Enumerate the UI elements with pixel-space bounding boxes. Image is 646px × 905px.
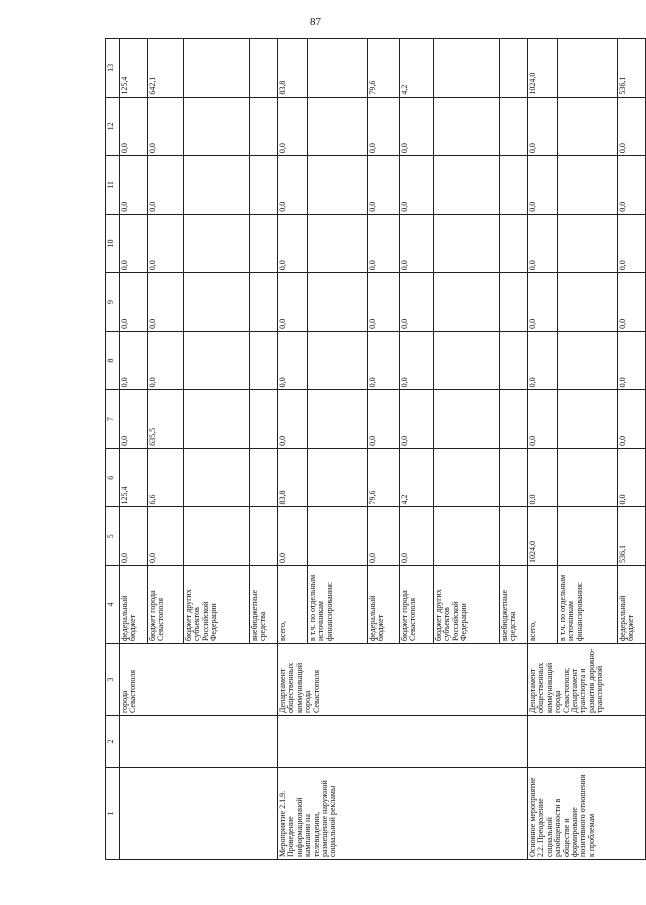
value-cell: 0,0 [528, 331, 558, 390]
value-cell [558, 156, 618, 215]
header-cell: 2 [106, 716, 120, 768]
page-number: 87 [310, 16, 321, 28]
value-cell: 0,0 [618, 156, 646, 215]
value-cell [308, 273, 368, 332]
value-cell: 0,0 [120, 156, 148, 215]
value-cell [434, 214, 500, 273]
value-cell: 0,0 [368, 507, 400, 566]
value-cell [558, 507, 618, 566]
value-cell: 0,0 [368, 273, 400, 332]
funding-table [105, 38, 646, 860]
activity-name-cell: Основное мероприятие 2.2. Преодоление социальной разобщенности в обществе и формирование позитивного отношения к проблемам [528, 768, 646, 860]
value-cell: 0,0 [528, 97, 558, 156]
value-cell [500, 97, 528, 156]
value-cell: 0,0 [618, 331, 646, 390]
value-cell [184, 39, 250, 98]
value-cell: 1024,0 [528, 39, 558, 98]
value-cell: 4,2 [400, 448, 434, 507]
value-cell: 1024,0 [528, 507, 558, 566]
value-cell: 0,0 [148, 156, 184, 215]
header-cell: 10 [106, 214, 120, 273]
value-cell [184, 156, 250, 215]
value-cell: 0,0 [368, 331, 400, 390]
activity-name-cell [120, 768, 278, 860]
value-cell: 83,8 [278, 448, 308, 507]
value-cell [250, 390, 278, 449]
value-cell [250, 214, 278, 273]
funding-source-cell: федеральный бюджет [120, 566, 148, 644]
value-cell: 0,0 [400, 214, 434, 273]
value-cell [434, 39, 500, 98]
funding-source-cell: в т.ч. по отдельным источникам финансирования: [308, 566, 368, 644]
funding-source-cell: бюджет города Севастополя [400, 566, 434, 644]
value-cell: 0,0 [120, 507, 148, 566]
funding-source-cell: внебюджетные средства [250, 566, 278, 644]
value-cell: 0,0 [278, 507, 308, 566]
table-row [278, 39, 308, 860]
table-row [120, 39, 148, 860]
value-cell [184, 507, 250, 566]
value-cell [250, 507, 278, 566]
value-cell: 125,4 [120, 39, 148, 98]
value-cell [500, 39, 528, 98]
value-cell: 0,0 [148, 273, 184, 332]
header-cell: 5 [106, 507, 120, 566]
header-cell: 12 [106, 97, 120, 156]
value-cell: 79,6 [368, 448, 400, 507]
rotated-table-container [105, 38, 636, 860]
funding-source-cell: всего, [278, 566, 308, 644]
header-cell: 3 [106, 644, 120, 716]
value-cell: 635,5 [148, 390, 184, 449]
value-cell: 0,0 [618, 448, 646, 507]
value-cell [250, 39, 278, 98]
value-cell: 0,0 [400, 507, 434, 566]
value-cell [250, 448, 278, 507]
value-cell [184, 273, 250, 332]
value-cell: 0,0 [368, 156, 400, 215]
header-cell: 13 [106, 39, 120, 98]
value-cell: 536,1 [618, 39, 646, 98]
value-cell: 0,0 [528, 156, 558, 215]
executor-cell: города Севастополя [120, 644, 278, 716]
value-cell: 0,0 [528, 448, 558, 507]
value-cell [558, 97, 618, 156]
value-cell: 0,0 [148, 97, 184, 156]
value-cell: 83,8 [278, 39, 308, 98]
value-cell [250, 97, 278, 156]
value-cell [250, 156, 278, 215]
value-cell: 0,0 [400, 331, 434, 390]
value-cell [500, 331, 528, 390]
status-cell [120, 716, 278, 768]
value-cell: 0,0 [400, 273, 434, 332]
header-cell: 4 [106, 566, 120, 644]
value-cell [184, 331, 250, 390]
value-cell [500, 390, 528, 449]
header-row [106, 39, 120, 860]
value-cell [308, 97, 368, 156]
executor-cell: Департамент общественных коммуникаций города Севастополя; Департамент транспорта и развития дорожно-транспортной [528, 644, 646, 716]
value-cell: 0,0 [618, 97, 646, 156]
value-cell [308, 39, 368, 98]
value-cell: 0,0 [618, 390, 646, 449]
value-cell [558, 448, 618, 507]
funding-table-frame [105, 38, 636, 860]
funding-source-cell: бюджет города Севастополя [148, 566, 184, 644]
table-row [528, 39, 558, 860]
value-cell [184, 97, 250, 156]
value-cell: 0,0 [400, 390, 434, 449]
value-cell [308, 507, 368, 566]
funding-source-cell: всего, [528, 566, 558, 644]
value-cell [434, 331, 500, 390]
value-cell: 0,0 [148, 331, 184, 390]
value-cell [308, 214, 368, 273]
value-cell: 0,0 [400, 97, 434, 156]
value-cell: 0,0 [528, 214, 558, 273]
value-cell [434, 97, 500, 156]
value-cell: 0,0 [278, 331, 308, 390]
value-cell [308, 448, 368, 507]
value-cell: 0,0 [120, 273, 148, 332]
value-cell [500, 273, 528, 332]
header-cell: 6 [106, 448, 120, 507]
value-cell [434, 156, 500, 215]
header-cell: 11 [106, 156, 120, 215]
value-cell [500, 214, 528, 273]
value-cell [184, 390, 250, 449]
value-cell [434, 448, 500, 507]
value-cell: 0,0 [120, 331, 148, 390]
value-cell [558, 390, 618, 449]
value-cell: 0,0 [148, 214, 184, 273]
value-cell: 125,4 [120, 448, 148, 507]
value-cell [250, 331, 278, 390]
activity-name-cell: Мероприятие 2.1.9. Проведение информационной кампании на телевидении, размещение наружной социальной рекламы [278, 768, 528, 860]
executor-cell: Департамент общественных коммуникаций города Севастополя [278, 644, 528, 716]
value-cell [184, 214, 250, 273]
value-cell [184, 448, 250, 507]
value-cell: 0,0 [278, 156, 308, 215]
value-cell: 642,1 [148, 39, 184, 98]
value-cell [434, 507, 500, 566]
value-cell: 536,1 [618, 507, 646, 566]
value-cell: 0,0 [120, 390, 148, 449]
header-cell: 9 [106, 273, 120, 332]
value-cell: 0,0 [368, 97, 400, 156]
value-cell [308, 390, 368, 449]
value-cell [308, 331, 368, 390]
value-cell: 0,0 [528, 390, 558, 449]
value-cell: 0,0 [278, 97, 308, 156]
value-cell: 0,0 [120, 97, 148, 156]
value-cell: 0,0 [528, 273, 558, 332]
value-cell: 0,0 [368, 214, 400, 273]
funding-source-cell: внебюджетные средства [500, 566, 528, 644]
funding-source-cell: бюджет других субъектов Российской Федерации [434, 566, 500, 644]
value-cell [308, 156, 368, 215]
value-cell [434, 273, 500, 332]
value-cell: 0,0 [618, 214, 646, 273]
value-cell [558, 331, 618, 390]
value-cell [500, 507, 528, 566]
value-cell [558, 214, 618, 273]
status-cell [278, 716, 528, 768]
value-cell: 0,0 [278, 214, 308, 273]
header-cell: 1 [106, 768, 120, 860]
value-cell [250, 273, 278, 332]
funding-source-cell: в т.ч. по отдельным источникам финансирования: [558, 566, 618, 644]
header-cell: 8 [106, 331, 120, 390]
value-cell: 0,0 [148, 507, 184, 566]
value-cell [558, 39, 618, 98]
funding-source-cell: бюджет других субъектов Российской Федерации [184, 566, 250, 644]
value-cell [434, 390, 500, 449]
header-cell: 7 [106, 390, 120, 449]
value-cell: 0,0 [120, 214, 148, 273]
value-cell: 4,2 [400, 39, 434, 98]
value-cell [558, 273, 618, 332]
value-cell: 0,0 [278, 390, 308, 449]
status-cell [528, 716, 646, 768]
value-cell [500, 448, 528, 507]
value-cell: 0,0 [618, 273, 646, 332]
value-cell [500, 156, 528, 215]
value-cell: 79,6 [368, 39, 400, 98]
value-cell: 0,0 [368, 390, 400, 449]
funding-source-cell: федеральный бюджет [368, 566, 400, 644]
funding-source-cell: федеральный бюджет [618, 566, 646, 644]
value-cell: 0,0 [278, 273, 308, 332]
value-cell: 6,6 [148, 448, 184, 507]
value-cell: 0,0 [400, 156, 434, 215]
